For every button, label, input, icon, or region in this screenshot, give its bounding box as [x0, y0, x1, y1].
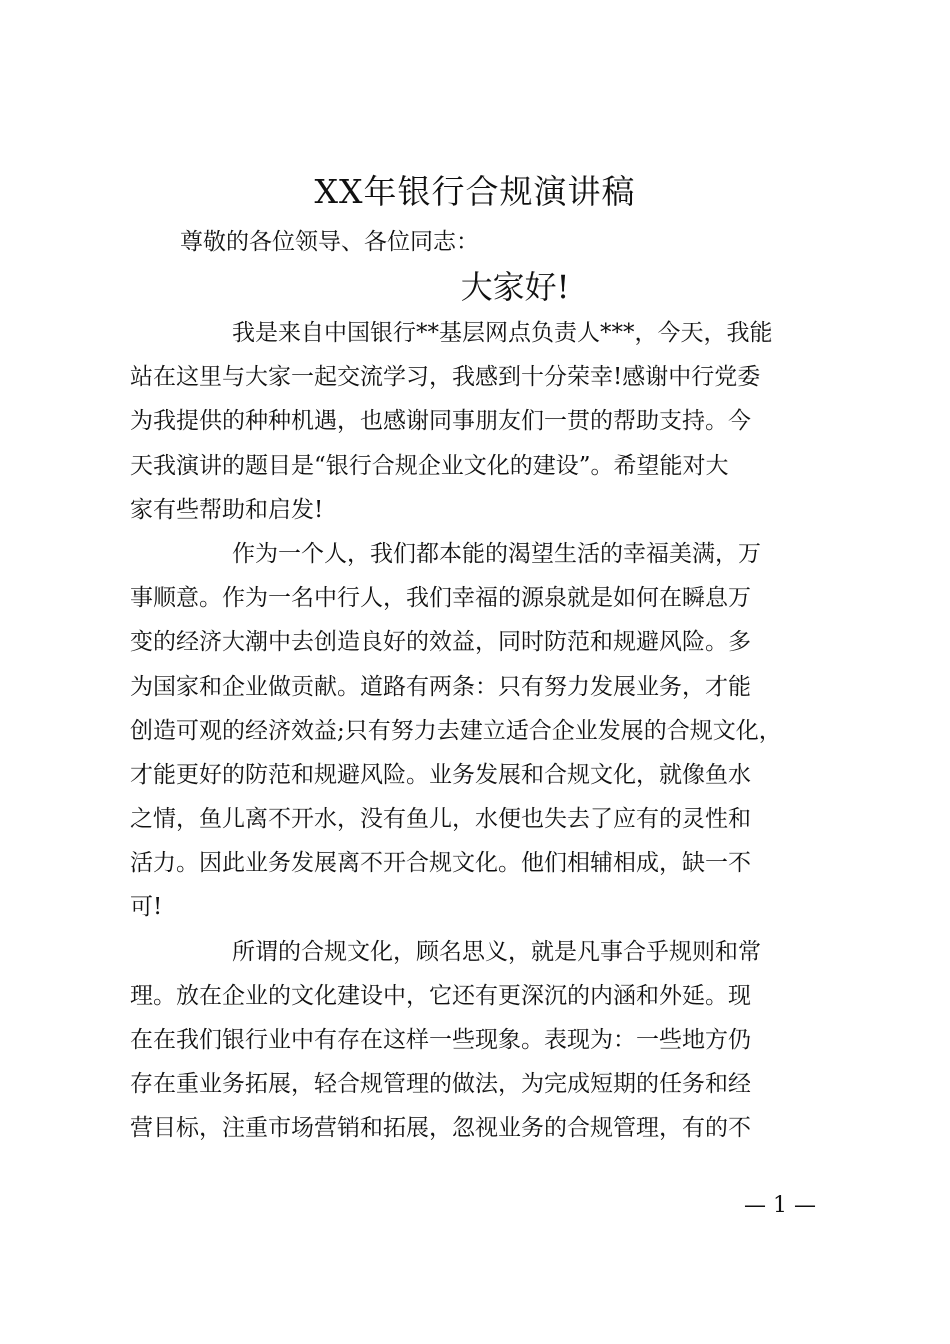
document-title: XX年银行合规演讲稿 — [314, 172, 636, 211]
page-number: — 1 — — [744, 1193, 816, 1218]
paragraph-line: 在在我们银行业中有存在这样一些现象。表现为：一些地方仍 — [130, 1027, 751, 1053]
paragraph-line: 才能更好的防范和规避风险。业务发展和合规文化，就像鱼水 — [130, 761, 751, 788]
paragraph-line: 活力。因此业务发展离不开合规文化。他们相辅相成，缺一不 — [130, 850, 751, 877]
paragraph-2 — [130, 532, 830, 930]
paragraph-line: 站在这里与大家一起交流学习，我感到十分荣幸!感谢中行党委 — [130, 364, 761, 391]
paragraph-1 — [130, 311, 830, 532]
salutation: 尊敬的各位领导、各位同志： — [180, 229, 479, 255]
paragraph-line: 理。放在企业的文化建设中，它还有更深沉的内涵和外延。现 — [130, 982, 751, 1009]
paragraph-line: 我是来自中国银行**基层网点负责人***，今天，我能 — [232, 320, 773, 346]
paragraph-line: 为我提供的种种机遇，也感谢同事朋友们一贯的帮助支持。今 — [130, 408, 751, 435]
paragraph-line: 事顺意。作为一名中行人，我们幸福的源泉就是如何在瞬息万 — [130, 585, 751, 612]
paragraph-line: 作为一个人，我们都本能的渴望生活的幸福美满，万 — [232, 540, 761, 567]
paragraph-line: 天我演讲的题目是“银行合规企业文化的建设”。希望能对大 — [130, 452, 729, 479]
paragraph-line: 存在重业务拓展，轻合规管理的做法，为完成短期的任务和经 — [130, 1071, 751, 1098]
document-body — [130, 311, 830, 1151]
paragraph-3 — [130, 930, 830, 1151]
paragraph-line: 营目标，注重市场营销和拓展，忽视业务的合规管理，有的不 — [130, 1115, 751, 1142]
paragraph-line: 创造可观的经济效益;只有努力去建立适合企业发展的合规文化， — [130, 717, 782, 744]
paragraph-line: 变的经济大潮中去创造良好的效益，同时防范和规避风险。多 — [130, 629, 751, 656]
paragraph-line: 家有些帮助和启发! — [130, 496, 324, 523]
paragraph-line: 可! — [130, 894, 163, 921]
paragraph-line: 所谓的合规文化，顾名思义，就是凡事合乎规则和常 — [232, 938, 761, 965]
paragraph-line: 之情，鱼儿离不开水，没有鱼儿，水便也失去了应有的灵性和 — [130, 806, 751, 833]
paragraph-line: 为国家和企业做贡献。道路有两条：只有努力发展业务，才能 — [130, 673, 751, 700]
greeting: 大家好! — [460, 268, 570, 306]
